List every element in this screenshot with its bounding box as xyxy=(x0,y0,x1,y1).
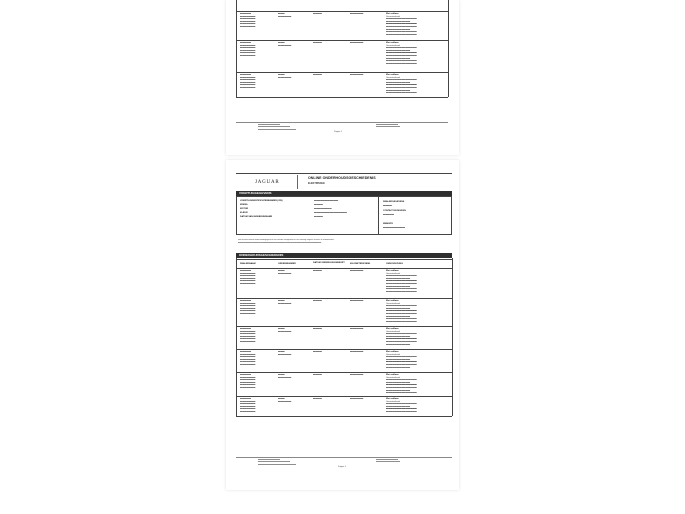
description-line: ▬▬▬▬▬▬▬▬▬▬▬▬▬▬ xyxy=(386,403,417,406)
dealer-cell: ▬▬▬▬▬▬▬ xyxy=(240,305,256,308)
description-line: ▬▬▬▬▬▬▬▬▬▬▬▬▬▬ xyxy=(386,92,417,95)
description-line: ▬▬▬▬▬▬▬▬▬▬▬▬▬▬ xyxy=(386,341,417,343)
description-title: Met voldaan xyxy=(386,328,399,330)
document-title: ONLINE ONDERHOUDSGESCHIEDENIS xyxy=(308,176,376,180)
table-row-divider xyxy=(236,326,452,327)
mileage-cell: ▬▬▬▬▬▬ xyxy=(350,374,364,376)
date-cell: ▬▬▬▬ xyxy=(313,398,322,400)
model-value: ▬▬▬▬ xyxy=(314,204,323,206)
description-title: Met voldaan xyxy=(386,270,399,272)
table-row-divider xyxy=(236,372,452,373)
description-line: ▬▬▬▬▬▬▬▬▬▬▬▬▬▬ xyxy=(386,387,417,389)
dealer-cell: ▬▬▬▬▬▬▬ xyxy=(240,275,256,278)
description-line: ▬▬▬▬▬▬▬▬▬▬▬▬▬▬ xyxy=(386,62,417,65)
dealer-cell: ▬▬▬▬▬▬▬ xyxy=(240,358,256,361)
mileage-cell: ▬▬▬▬▬▬ xyxy=(350,300,364,302)
description-line: ▬▬▬▬▬▬▬▬▬▬▬ xyxy=(386,285,411,288)
description-line: Gecontroleerd xyxy=(386,400,400,403)
col-header-mileage: KILOMETERSTAND xyxy=(350,263,371,265)
mileage-cell: ▬▬▬▬▬▬ xyxy=(350,351,364,353)
description-line: ▬▬▬▬▬▬▬▬▬▬▬▬▬▬ xyxy=(386,364,417,366)
footer-right-text: ▬▬▬▬▬▬▬▬▬▬▬ ▬▬▬▬▬▬▬▬▬▬▬▬ xyxy=(376,459,400,464)
description-title: Met voldaan xyxy=(386,300,399,302)
history-section-header: ONDERHOUDSGESCHIEDENIS xyxy=(236,253,452,258)
description-title: Met voldaan xyxy=(386,74,399,76)
order-cell: ▬▬▬▬▬▬ xyxy=(278,330,292,333)
dealer-cell: ▬▬▬▬▬▬▬ xyxy=(240,49,256,52)
dealer-cell: ▬▬▬▬▬▬▬ xyxy=(240,361,256,364)
table-border-right xyxy=(448,0,449,97)
order-cell: ▬▬▬ xyxy=(278,42,285,44)
engine-value: ▬▬▬▬▬▬▬▬ xyxy=(314,208,332,210)
description-line: ▬▬▬▬▬▬▬▬▬▬▬ xyxy=(386,335,411,338)
engine-label: MOTOR xyxy=(240,208,249,210)
order-cell: ▬▬▬▬▬▬ xyxy=(278,376,292,379)
dealer-cell: ▬▬▬▬▬▬▬ xyxy=(240,333,256,336)
date-cell: ▬▬▬▬ xyxy=(313,13,322,15)
website-label: WEBSITE xyxy=(383,223,393,225)
dealer-cell: ▬▬▬▬▬▬▬ xyxy=(240,20,256,23)
description-line: ▬▬▬▬▬▬▬▬▬▬▬▬▬▬ xyxy=(386,356,417,359)
order-cell: ▬▬▬ xyxy=(278,300,285,302)
order-cell: ▬▬▬▬▬▬ xyxy=(278,76,292,79)
dealer-cell: ▬▬▬▬▬▬▬ xyxy=(240,379,256,382)
dealer-cell: ▬▬▬▬▬▬▬ xyxy=(240,338,256,341)
table-header-top-line xyxy=(236,259,452,260)
mileage-cell: ▬▬▬▬▬▬ xyxy=(350,270,364,272)
header-top-line xyxy=(236,173,452,174)
dealer-cell: ▬▬▬▬▬▬▬ xyxy=(240,23,256,26)
dealer-cell: ▬▬▬▬▬▬▬ xyxy=(240,403,256,406)
description-line: ▬▬▬▬▬▬▬▬▬▬▬▬▬▬ xyxy=(386,52,417,55)
dealer-cell: ▬▬▬▬▬▬▬ xyxy=(240,376,256,379)
order-cell: ▬▬▬ xyxy=(278,351,285,353)
description-line: ▬▬▬▬▬▬▬▬▬▬▬▬▬▬ xyxy=(386,361,417,364)
description-line: ▬▬▬▬▬▬▬▬▬▬▬ xyxy=(386,89,411,92)
order-cell: ▬▬▬▬▬▬ xyxy=(278,44,292,47)
description-line: ▬▬▬▬▬▬▬▬▬▬▬▬▬▬ xyxy=(386,379,417,382)
first-registration-label: DATUM VAN INGEBRUIKNAME xyxy=(240,216,273,218)
order-cell: ▬▬▬▬▬▬ xyxy=(278,400,292,403)
notice-text-line-2: ▬▬▬▬▬▬▬▬▬▬▬▬▬▬▬▬▬▬▬▬▬▬▬▬▬▬▬▬▬▬▬▬▬▬▬▬▬▬▬▬▬▬▬▬ xyxy=(238,242,322,244)
description-line: ▬▬▬▬▬▬▬▬▬▬▬▬▬▬ xyxy=(386,87,417,89)
description-line: Gecontroleerd xyxy=(386,330,400,333)
model-label: MODEL xyxy=(240,204,248,206)
dealer-cell: ▬▬▬▬▬▬▬ xyxy=(240,384,256,387)
description-line: ▬▬▬▬▬▬▬▬▬▬▬▬▬▬ xyxy=(386,283,417,285)
table-row-divider xyxy=(236,268,452,269)
date-cell: ▬▬▬▬ xyxy=(313,74,322,76)
description-line: ▬▬▬▬▬▬▬▬▬▬▬ xyxy=(386,343,411,346)
footer-left-text: ▬▬▬▬▬▬▬▬▬▬▬ ▬▬▬▬▬▬▬▬▬▬▬▬▬▬▬▬ ▬▬▬▬▬▬▬▬▬▬▬▬▬▬▬▬▬▬▬ xyxy=(258,124,296,131)
description-line: ▬▬▬▬▬▬▬▬▬▬▬▬▬▬ xyxy=(386,288,417,291)
description-line: ▬▬▬▬▬▬▬▬▬▬▬ xyxy=(386,49,411,52)
date-cell: ▬▬▬▬ xyxy=(313,300,322,302)
mileage-cell: ▬▬▬▬▬▬ xyxy=(350,74,364,76)
footer-divider xyxy=(236,457,452,458)
description-line: ▬▬▬▬▬▬▬▬▬▬▬▬▬▬ xyxy=(386,305,417,308)
table-row-divider xyxy=(236,298,452,299)
contact-value: ▬▬▬▬▬ xyxy=(383,214,394,216)
dealer-cell: ▬▬▬▬▬▬▬ xyxy=(240,387,256,389)
description-line: ▬▬▬▬▬▬▬▬▬▬▬▬▬▬ xyxy=(386,290,417,293)
description-line: ▬▬▬▬▬▬▬▬▬▬▬ xyxy=(386,381,411,384)
dealer-cell: ▬▬▬▬▬▬▬ xyxy=(240,79,256,82)
description-line: ▬▬▬▬▬▬▬▬▬▬▬ xyxy=(386,81,411,84)
table-border-left xyxy=(236,0,237,97)
order-cell: ▬▬▬ xyxy=(278,398,285,400)
dealer-cell: ▬▬▬▬▬ xyxy=(240,270,251,272)
dealer-cell: ▬▬▬▬▬▬▬ xyxy=(240,411,256,413)
document-subtitle: ELEKTRISCHE xyxy=(308,182,325,185)
dealer-cell: ▬▬▬▬▬▬▬ xyxy=(240,55,256,57)
dealer-value: ▬▬▬▬ xyxy=(383,205,392,207)
description-line: ▬▬▬▬▬▬▬▬▬▬▬ xyxy=(386,28,411,31)
dealer-cell: ▬▬▬▬▬ xyxy=(240,300,251,302)
description-line: ▬▬▬▬▬▬▬▬▬▬▬▬▬▬ xyxy=(386,320,417,323)
description-line: ▬▬▬▬▬▬▬▬▬▬▬▬▬▬ xyxy=(386,84,417,87)
order-cell: ▬▬▬▬▬▬ xyxy=(278,272,292,275)
color-label: KLEUR xyxy=(240,212,248,214)
table-row-divider xyxy=(236,396,452,397)
description-line: ▬▬▬▬▬▬▬▬▬▬▬▬▬▬ xyxy=(386,310,417,313)
dealer-cell: ▬▬▬▬▬▬▬ xyxy=(240,381,256,384)
dealer-cell: ▬▬▬▬▬ xyxy=(240,398,251,400)
description-line: ▬▬▬▬▬▬▬▬▬▬▬▬▬▬ xyxy=(386,275,417,278)
dealer-cell: ▬▬▬▬▬▬▬ xyxy=(240,341,256,343)
description-line: Gecontroleerd xyxy=(386,15,400,18)
dealer-cell: ▬▬▬▬▬ xyxy=(240,328,251,330)
website-value: ▬▬▬▬▬▬▬▬▬▬ xyxy=(383,227,405,229)
dealer-cell: ▬▬▬▬▬▬▬ xyxy=(240,277,256,280)
date-cell: ▬▬▬▬ xyxy=(313,351,322,353)
dealer-cell: ▬▬▬▬▬▬▬ xyxy=(240,335,256,338)
footer-page-number: Pagina 1 xyxy=(334,131,342,133)
dealer-cell: ▬▬▬▬▬▬▬ xyxy=(240,405,256,408)
description-line: ▬▬▬▬▬▬▬▬▬▬▬▬▬▬ xyxy=(386,408,417,411)
document-page-2 xyxy=(226,160,459,490)
date-cell: ▬▬▬▬ xyxy=(313,270,322,272)
dealer-cell: ▬▬▬▬▬▬▬ xyxy=(240,280,256,283)
mileage-cell: ▬▬▬▬▬▬ xyxy=(350,42,364,44)
order-cell: ▬▬▬▬▬▬ xyxy=(278,15,292,18)
description-title: Met voldaan xyxy=(386,13,399,15)
description-line: ▬▬▬▬▬▬▬▬▬▬▬▬▬▬ xyxy=(386,318,417,321)
description-line: ▬▬▬▬▬▬▬▬▬▬▬▬▬▬ xyxy=(386,18,417,21)
dealer-cell: ▬▬▬▬▬▬▬ xyxy=(240,18,256,21)
dealer-cell: ▬▬▬▬▬▬▬ xyxy=(240,302,256,305)
description-line: Gecontroleerd xyxy=(386,302,400,305)
dealer-cell: ▬▬▬▬▬▬▬ xyxy=(240,81,256,84)
table-bottom-line xyxy=(236,97,448,98)
col-header-description: OMSCHRIJVING xyxy=(386,263,403,265)
description-line: ▬▬▬▬▬▬▬▬▬▬▬ xyxy=(386,366,411,369)
dealer-cell: ▬▬▬▬▬▬▬ xyxy=(240,52,256,55)
description-line: ▬▬▬▬▬▬▬▬▬▬▬ xyxy=(386,389,411,392)
description-line: ▬▬▬▬▬▬▬▬▬▬▬ xyxy=(386,277,411,280)
order-cell: ▬▬▬▬▬▬ xyxy=(278,353,292,356)
description-line: Gecontroleerd xyxy=(386,353,400,356)
dealer-cell: ▬▬▬▬▬▬▬ xyxy=(240,313,256,315)
dealer-cell: ▬▬▬▬▬ xyxy=(240,42,251,44)
dealer-cell: ▬▬▬▬▬▬▬ xyxy=(240,15,256,18)
description-line: ▬▬▬▬▬▬▬▬▬▬▬▬▬▬ xyxy=(386,31,417,34)
vin-value: ▬▬▬▬▬▬▬▬▬▬▬ xyxy=(314,200,339,202)
dealer-cell: ▬▬▬▬▬▬▬ xyxy=(240,84,256,87)
table-border-left xyxy=(236,258,237,416)
description-title: Met voldaan xyxy=(386,398,399,400)
dealer-cell: ▬▬▬▬▬ xyxy=(240,74,251,76)
description-line: ▬▬▬▬▬▬▬▬▬▬▬▬▬▬ xyxy=(386,26,417,28)
description-title: Met voldaan xyxy=(386,374,399,376)
brand-logo: JAGUAR xyxy=(255,180,280,185)
dealer-cell: ▬▬▬▬▬▬▬ xyxy=(240,364,256,366)
dealer-cell: ▬▬▬▬▬▬▬ xyxy=(240,330,256,333)
dealer-label: DEALERGEGEVENS xyxy=(383,201,405,203)
order-cell: ▬▬▬ xyxy=(278,328,285,330)
footer-left-text: ▬▬▬▬▬▬▬▬▬▬▬ ▬▬▬▬▬▬▬▬▬▬▬▬▬▬▬▬ ▬▬▬▬▬▬▬▬▬▬▬▬▬▬▬▬▬▬▬ xyxy=(258,459,296,466)
description-title: Met voldaan xyxy=(386,351,399,353)
dealer-cell: ▬▬▬▬▬▬▬ xyxy=(240,76,256,79)
date-cell: ▬▬▬▬ xyxy=(313,374,322,376)
col-header-order: ORDERNUMMER xyxy=(278,263,296,265)
dealer-cell: ▬▬▬▬▬▬▬ xyxy=(240,310,256,313)
col-header-dealer: DEALERNAAM xyxy=(240,263,256,265)
header-divider xyxy=(297,175,298,189)
description-line: ▬▬▬▬▬▬▬▬▬▬▬ xyxy=(386,20,411,23)
table-border-right xyxy=(452,258,453,416)
dealer-cell: ▬▬▬▬▬▬▬ xyxy=(240,353,256,356)
description-line: ▬▬▬▬▬▬▬▬▬▬▬▬▬▬ xyxy=(386,411,417,413)
description-line: ▬▬▬▬▬▬▬▬▬▬▬▬▬▬ xyxy=(386,313,417,315)
footer-divider xyxy=(236,122,448,123)
vehicle-info-divider xyxy=(378,196,379,235)
description-line: ▬▬▬▬▬▬▬▬▬▬▬▬▬▬ xyxy=(386,23,417,26)
description-line: ▬▬▬▬▬▬▬▬▬▬▬ xyxy=(386,57,411,60)
description-title: Met voldaan xyxy=(386,42,399,44)
first-registration-value: ▬▬▬▬ xyxy=(314,216,323,218)
footer-page-number: Pagina 1 xyxy=(338,466,346,468)
dealer-cell: ▬▬▬▬▬▬▬ xyxy=(240,44,256,47)
footer-right-text: ▬▬▬▬▬▬▬▬▬▬▬ ▬▬▬▬▬▬▬▬▬▬▬▬ xyxy=(376,124,400,129)
description-line: ▬▬▬▬▬▬▬▬▬▬▬▬▬▬ xyxy=(386,333,417,336)
notice-text: Met de beschikbare onderhoudsgegevens kan worden vastgesteld of het voertuig volgens schema is onderhouden. xyxy=(238,239,335,241)
mileage-cell: ▬▬▬▬▬▬ xyxy=(350,328,364,330)
order-cell: ▬▬▬ xyxy=(278,13,285,15)
description-line: ▬▬▬▬▬▬▬▬▬▬▬▬▬▬ xyxy=(386,60,417,63)
dealer-cell: ▬▬▬▬▬ xyxy=(240,351,251,353)
description-line: Gecontroleerd xyxy=(386,44,400,47)
description-line: Gecontroleerd xyxy=(386,76,400,79)
table-bottom-line xyxy=(236,416,452,417)
dealer-cell: ▬▬▬▬▬▬▬ xyxy=(240,87,256,89)
description-line: ▬▬▬▬▬▬▬▬▬▬▬ xyxy=(386,405,411,408)
description-line: ▬▬▬▬▬▬▬▬▬▬▬▬▬▬ xyxy=(386,384,417,387)
table-row-divider xyxy=(236,11,448,12)
description-line: ▬▬▬▬▬▬▬▬▬▬▬▬▬▬ xyxy=(386,392,417,395)
date-cell: ▬▬▬▬ xyxy=(313,328,322,330)
vehicle-section-header: VOERTUIGGEGEVENS xyxy=(236,191,452,196)
dealer-cell: ▬▬▬▬▬ xyxy=(240,374,251,376)
description-line: ▬▬▬▬▬▬▬▬▬▬▬▬▬▬ xyxy=(386,280,417,283)
description-line: ▬▬▬▬▬▬▬▬▬▬▬ xyxy=(386,315,411,318)
col-header-date: DATUM ONDERHOUDSBEURT xyxy=(313,262,345,264)
date-cell: ▬▬▬▬ xyxy=(313,42,322,44)
description-line: ▬▬▬▬▬▬▬▬▬▬▬▬▬▬ xyxy=(386,55,417,57)
dealer-cell: ▬▬▬▬▬▬▬ xyxy=(240,307,256,310)
description-line: Gecontroleerd xyxy=(386,376,400,379)
dealer-cell: ▬▬▬▬▬▬▬ xyxy=(240,400,256,403)
contact-label: CONTACTGEGEVENS xyxy=(383,210,406,212)
document-page-1 xyxy=(226,0,459,155)
dealer-cell: ▬▬▬▬▬▬▬ xyxy=(240,283,256,285)
color-value: ▬▬▬▬▬▬▬▬▬▬▬▬▬▬▬ xyxy=(314,212,347,214)
description-line: ▬▬▬▬▬▬▬▬▬▬▬▬▬▬ xyxy=(386,47,417,50)
order-cell: ▬▬▬ xyxy=(278,74,285,76)
dealer-cell: ▬▬▬▬▬▬▬ xyxy=(240,272,256,275)
description-line: Gecontroleerd xyxy=(386,272,400,275)
mileage-cell: ▬▬▬▬▬▬ xyxy=(350,398,364,400)
mileage-cell: ▬▬▬▬▬▬ xyxy=(350,13,364,15)
dealer-cell: ▬▬▬▬▬▬▬ xyxy=(240,356,256,359)
table-row-divider xyxy=(236,40,448,41)
table-row-divider xyxy=(236,72,448,73)
vin-label: VOERTUIGIDENTIFICATIENUMMER (VIN) xyxy=(240,200,283,202)
table-row-divider xyxy=(236,349,452,350)
description-line: ▬▬▬▬▬▬▬▬▬▬▬▬▬▬ xyxy=(386,79,417,82)
order-cell: ▬▬▬▬▬▬ xyxy=(278,302,292,305)
dealer-cell: ▬▬▬▬▬▬▬ xyxy=(240,26,256,28)
dealer-cell: ▬▬▬▬▬▬▬ xyxy=(240,408,256,411)
order-cell: ▬▬▬ xyxy=(278,374,285,376)
description-line: ▬▬▬▬▬▬▬▬▬▬▬▬▬▬ xyxy=(386,33,417,36)
dealer-cell: ▬▬▬▬▬▬▬ xyxy=(240,47,256,50)
dealer-cell: ▬▬▬▬▬ xyxy=(240,13,251,15)
description-line: ▬▬▬▬▬▬▬▬▬▬▬▬▬▬ xyxy=(386,338,417,341)
description-line: ▬▬▬▬▬▬▬▬▬▬▬ xyxy=(386,358,411,361)
description-line: ▬▬▬▬▬▬▬▬▬▬▬ xyxy=(386,307,411,310)
order-cell: ▬▬▬ xyxy=(278,270,285,272)
